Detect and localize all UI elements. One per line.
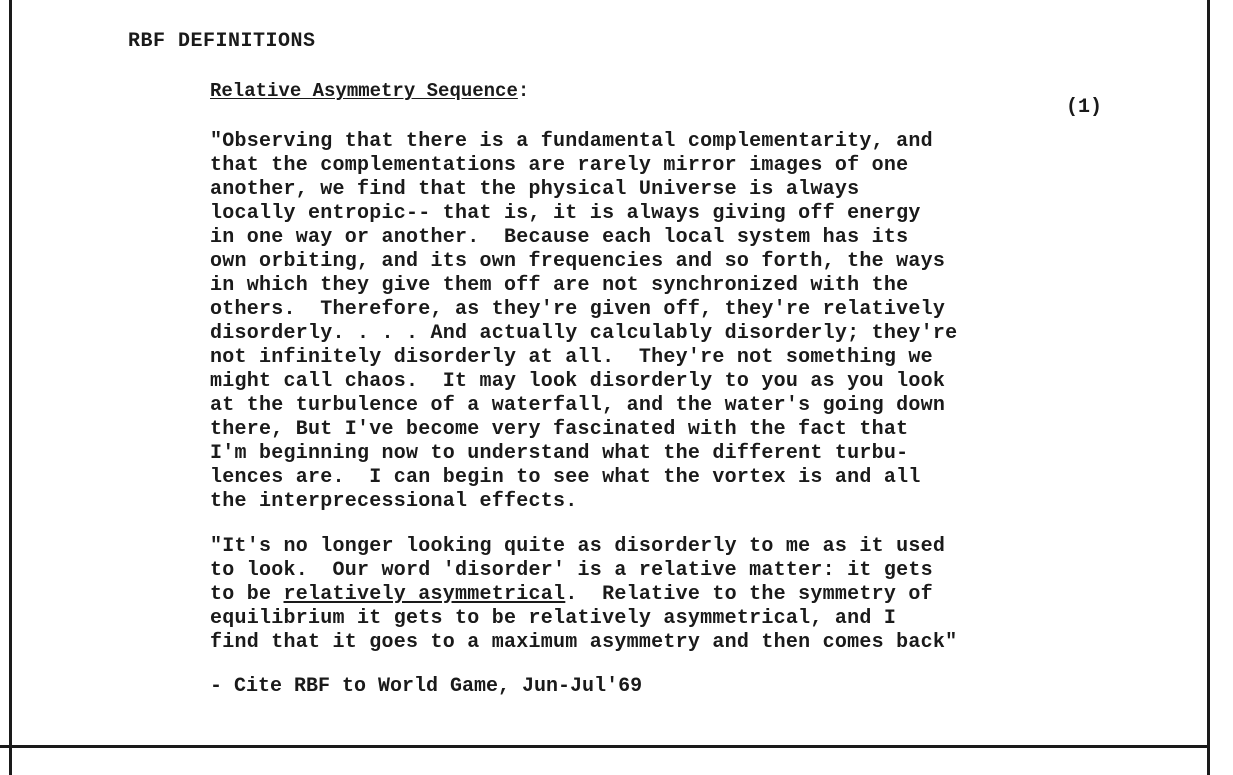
quote-paragraph-2-end: . Relative to the symmetry of equilibrium it gets to be relatively asymmetrical, and I find that it goes to a maximum asymmetry and then comes back": [210, 583, 958, 654]
card-border-left: [9, 0, 12, 775]
quote-emphasis: relatively asymmetrical: [283, 583, 566, 606]
citation: - Cite RBF to World Game, Jun-Jul'69: [210, 675, 643, 698]
entry-number: (1): [1066, 96, 1103, 119]
term-title: [210, 80, 529, 102]
card-heading: RBF DEFINITIONS: [128, 30, 316, 53]
card-border-bottom: [0, 745, 1210, 748]
quote-paragraph-2: [210, 535, 957, 655]
quote-paragraph-1: "Observing that there is a fundamental complementarity, and that the complementations are rarely mirror images of one another, we find that the physical Universe is always locally entropic-- that is, it is always giving off energy in one way or another. Because each local system has its own orbiting, and its own frequencies and so forth, the ways in which they give them off are not synchronized with the others. Therefore, as they're given off, they're relatively disorderly. . . . And actually calculably disorderly; they're not infinitely disorderly at all. They're not something we might call chaos. It may look disorderly to you as you look at the turbulence of a waterfall, and the water's going down there, But I've become very fascinated with the fact that I'm beginning now to understand what the different turbu- lences are. I can begin to see what the vortex is and all the interprecessional effects.: [210, 130, 958, 513]
term-title-text: Relative Asymmetry Sequence: [210, 80, 518, 102]
card-border-right: [1207, 0, 1210, 775]
quote-paragraph-2-start: "It's no longer looking quite as disorderly to me as it used to look. Our word 'disorder' is a relative matter: it gets to be: [210, 535, 946, 606]
term-title-colon: :: [517, 80, 530, 102]
